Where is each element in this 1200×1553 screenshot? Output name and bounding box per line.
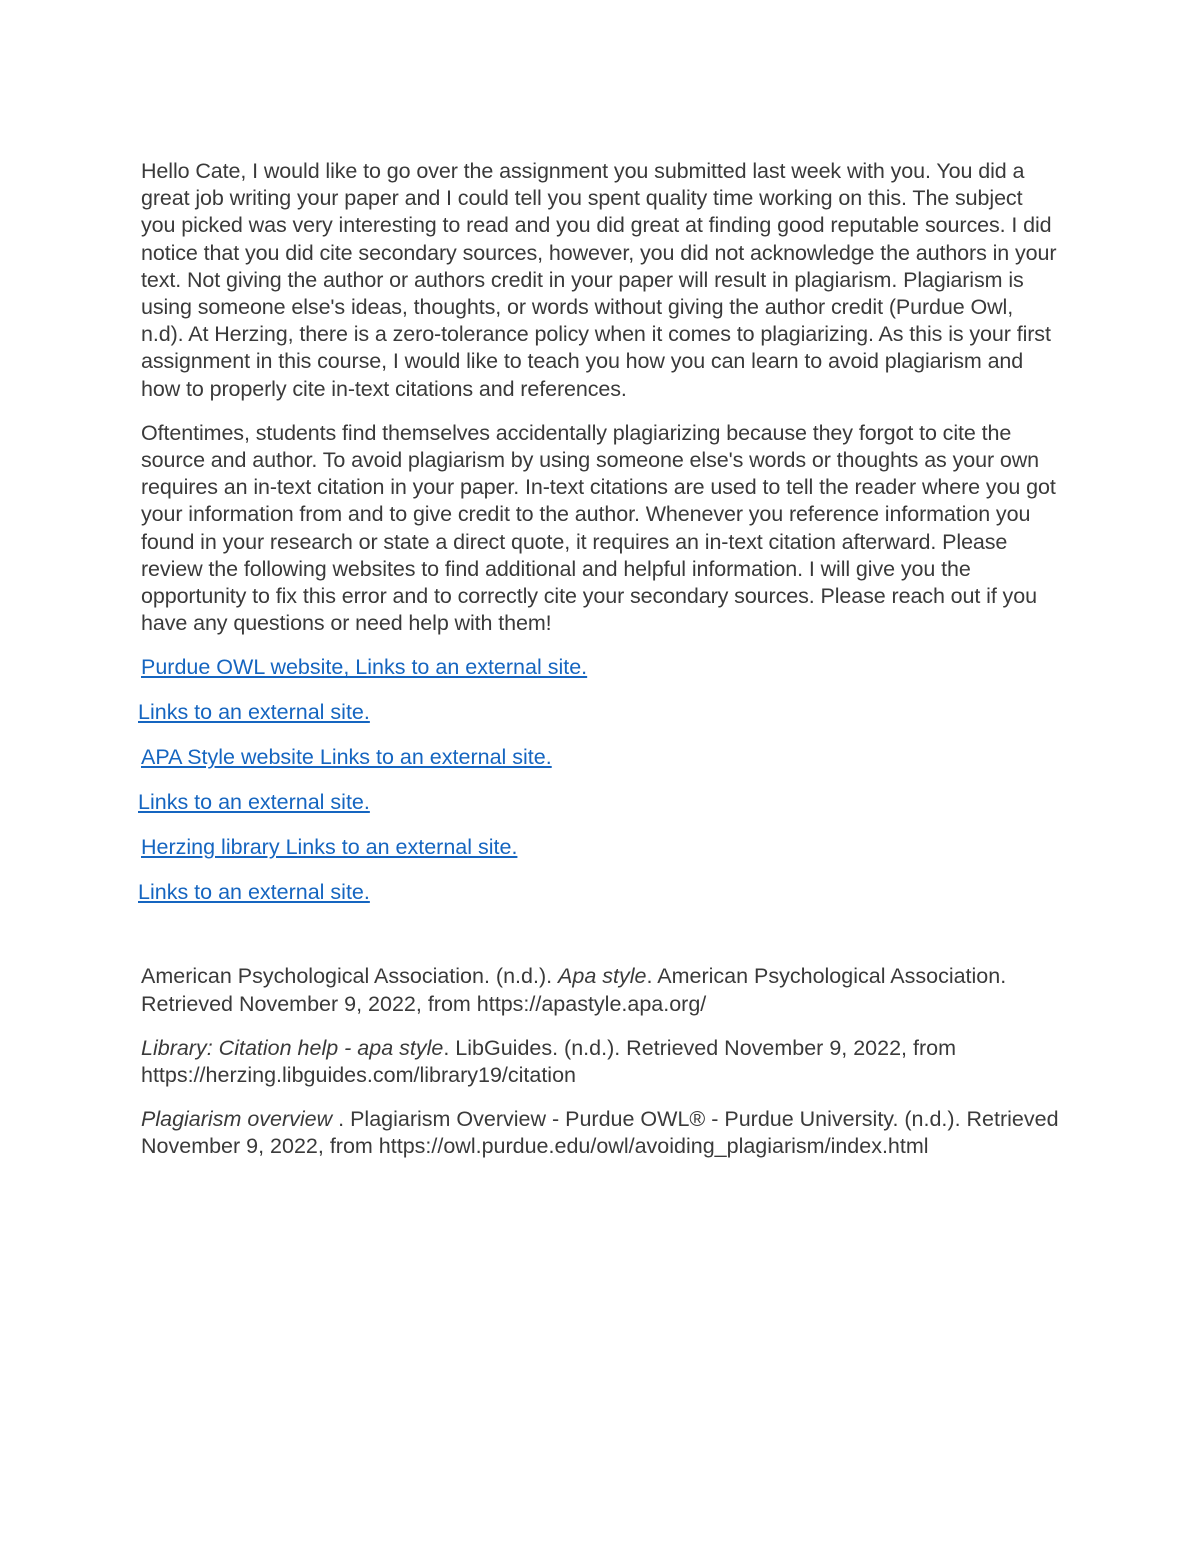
reference-title: Apa style — [558, 964, 647, 989]
reference-list — [141, 963, 1061, 1160]
apa-style-link[interactable]: APA Style website Links to an external site. — [141, 745, 552, 770]
reference-title: Plagiarism overview — [141, 1107, 333, 1132]
reference-author: American Psychological Association. (n.d.). — [141, 964, 559, 989]
document-page — [138, 158, 1061, 1178]
reference-entry-apa — [141, 963, 1061, 1017]
reference-entry-purdue — [141, 1106, 1061, 1160]
feedback-paragraph-1: Hello Cate, I would like to go over the assignment you submitted last week with you. You did a great job writing your paper and I could tell you spent quality time working on this. The subject you picked was very interesting to read and you did great at finding good reputable sources. I did notice that you did cite secondary sources, however, you did not acknowledge the authors in your text. Not giving the author or authors credit in your paper will result in plagiarism. Plagiarism is using someone else's ideas, thoughts, or words without giving the author credit (Purdue Owl, n.d). At Herzing, there is a zero-tolerance policy when it comes to plagiarizing. As this is your first assignment in this course, I would like to teach you how you can learn to avoid plagiarism and how to properly cite in-text citations and references. — [141, 159, 1057, 401]
external-site-link-3[interactable]: Links to an external site. — [138, 880, 370, 905]
purdue-owl-link[interactable]: Purdue OWL website, Links to an external site. — [141, 655, 588, 680]
external-site-link-1[interactable]: Links to an external site. — [138, 700, 370, 725]
reference-details: . American Psychological Association. Retrieved November 9, 2022, from https://apastyle.apa.org/ — [141, 964, 1007, 1016]
reference-title: Library: Citation help - apa style — [141, 1035, 444, 1060]
reference-details: . Plagiarism Overview - Purdue OWL® - Purdue University. (n.d.). Retrieved November 9, 2022, from https://owl.purdue.edu/owl/avoiding_plagiarism/index.html — [141, 1107, 1059, 1159]
herzing-library-link[interactable]: Herzing library Links to an external site. — [141, 835, 518, 860]
reference-entry-libguides — [141, 1035, 1061, 1089]
external-site-link-2[interactable]: Links to an external site. — [138, 790, 370, 815]
reference-details: . LibGuides. (n.d.). Retrieved November 9, 2022, from https://herzing.libguides.com/library19/citation — [141, 1035, 956, 1088]
feedback-paragraph-2: Oftentimes, students find themselves accidentally plagiarizing because they forgot to cite the source and author. To avoid plagiarism by using someone else's words or thoughts as your own requires an in-text citation in your paper. In-text citations are used to tell the reader where you got your information from and to give credit to the author. Whenever you reference information you found in your research or state a direct quote, it requires an in-text citation afterward. Please review the following websites to find additional and helpful information. I will give you the opportunity to fix this error and to correctly cite your secondary sources. Please reach out if you have any questions or need help with them! — [141, 420, 1056, 636]
